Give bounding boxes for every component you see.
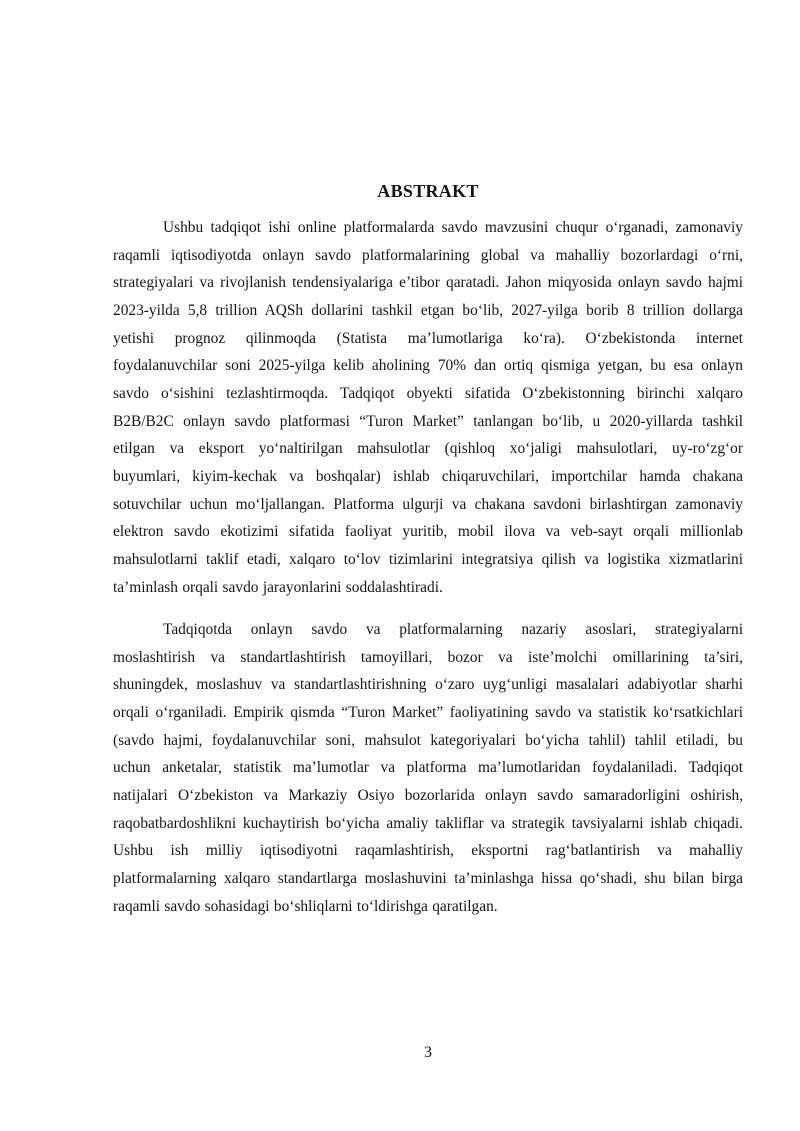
text-line: orqali o‘rganiladi. Empirik qismda “Turon Market” faoliyatining savdo va statistik ko‘rsatkichlari xyxy=(113,703,743,721)
text-line: natijalari O‘zbekiston va Markaziy Osiyo bozorlarida onlayn savdo samaradorligini oshirish, xyxy=(113,786,743,804)
page-number: 3 xyxy=(424,1044,432,1061)
text-line: (savdo hajmi, foydalanuvchilar soni, mahsulot kategoriyalari bo‘yicha tahlil) tahlil etiladi, bu xyxy=(113,731,743,749)
page-title: ABSTRAKT xyxy=(377,181,479,201)
text-line: moslashtirish va standartlashtirish tamoyillari, bozor va iste’molchi omillarining ta’siri, xyxy=(113,648,743,666)
text-line: uchun anketalar, statistik ma’lumotlar va platforma ma’lumotlaridan foydalaniladi. Tadqiqot xyxy=(113,759,743,777)
text-line: foydalanuvchilar soni 2025-yilga kelib aholining 70% dan ortiq qismiga yetgan, bu esa onlayn xyxy=(113,357,743,375)
abstract-paragraph-1 xyxy=(113,214,743,601)
text-line: sotuvchilar uchun mo‘ljallangan. Platforma ulgurji va chakana savdoni birlashtirgan zamonaviy xyxy=(113,495,743,513)
text-line: raqamli iqtisodiyotda onlayn savdo platformalarining global va mahalliy bozorlardagi o‘rni, xyxy=(113,246,743,264)
text-line: yetishi prognoz qilinmoqda (Statista ma’lumotlariga ko‘ra). O‘zbekistonda internet xyxy=(113,329,743,347)
text-line: etilgan va eksport yo‘naltirilgan mahsulotlar (qishloq xo‘jaligi mahsulotlari, uy-ro‘zg‘or xyxy=(113,440,743,458)
text-line: raqobatbardoshlikni kuchaytirish bo‘yicha amaliy takliflar va strategik tavsiyalarni ishlab chiqadi. xyxy=(113,814,743,832)
text-line: buyumlari, kiyim-kechak va boshqalar) ishlab chiqaruvchilari, importchilar hamda chakana xyxy=(113,467,743,485)
text-line: savdo o‘sishini tezlashtirmoqda. Tadqiqot obyekti sifatida O‘zbekistonning birinchi xalqaro xyxy=(113,384,743,402)
text-line: platformalarning xalqaro standartlarga moslashuvini ta’minlashga hissa qo‘shadi, shu bilan birga xyxy=(113,869,743,887)
text-line: strategiyalari va rivojlanish tendensiyalariga e’tibor qaratadi. Jahon miqyosida onlayn savdo hajmi xyxy=(113,274,743,292)
text-line: elektron savdo ekotizimi sifatida faoliyat yuritib, mobil ilova va veb-sayt orqali millionlab xyxy=(113,523,743,541)
text-line: B2B/B2C onlayn savdo platformasi “Turon Market” tanlangan bo‘lib, u 2020-yillarda tashkil xyxy=(113,412,743,430)
text-line: 2023-yilda 5,8 trillion AQSh dollarini tashkil etgan bo‘lib, 2027-yilga borib 8 trillion dollarga xyxy=(113,301,743,319)
text-line: shuningdek, moslashuv va standartlashtirishning o‘zaro uyg‘unligi masalalari adabiyotlar sharhi xyxy=(113,676,743,694)
text-line: raqamli savdo sohasidagi bo‘shliqlarni to‘ldirishga qaratilgan. xyxy=(113,897,498,915)
text-line: Tadqiqotda onlayn savdo va platformalarning nazariy asoslari, strategiyalarni xyxy=(163,621,743,638)
text-line: ta’minlash orqali savdo jarayonlarini soddalashtiradi. xyxy=(113,578,443,596)
text-line: Ushbu tadqiqot ishi online platformalarda savdo mavzusini chuqur o‘rganadi, zamonaviy xyxy=(163,219,743,236)
abstract-paragraph-2 xyxy=(113,616,743,920)
text-line: Ushbu ish milliy iqtisodiyotni raqamlashtirish, eksportni rag‘batlantirish va mahalliy xyxy=(113,842,743,860)
text-line: mahsulotlarni taklif etadi, xalqaro to‘lov tizimlarini integratsiya qilish va logistika xizmatlarini xyxy=(113,550,743,568)
